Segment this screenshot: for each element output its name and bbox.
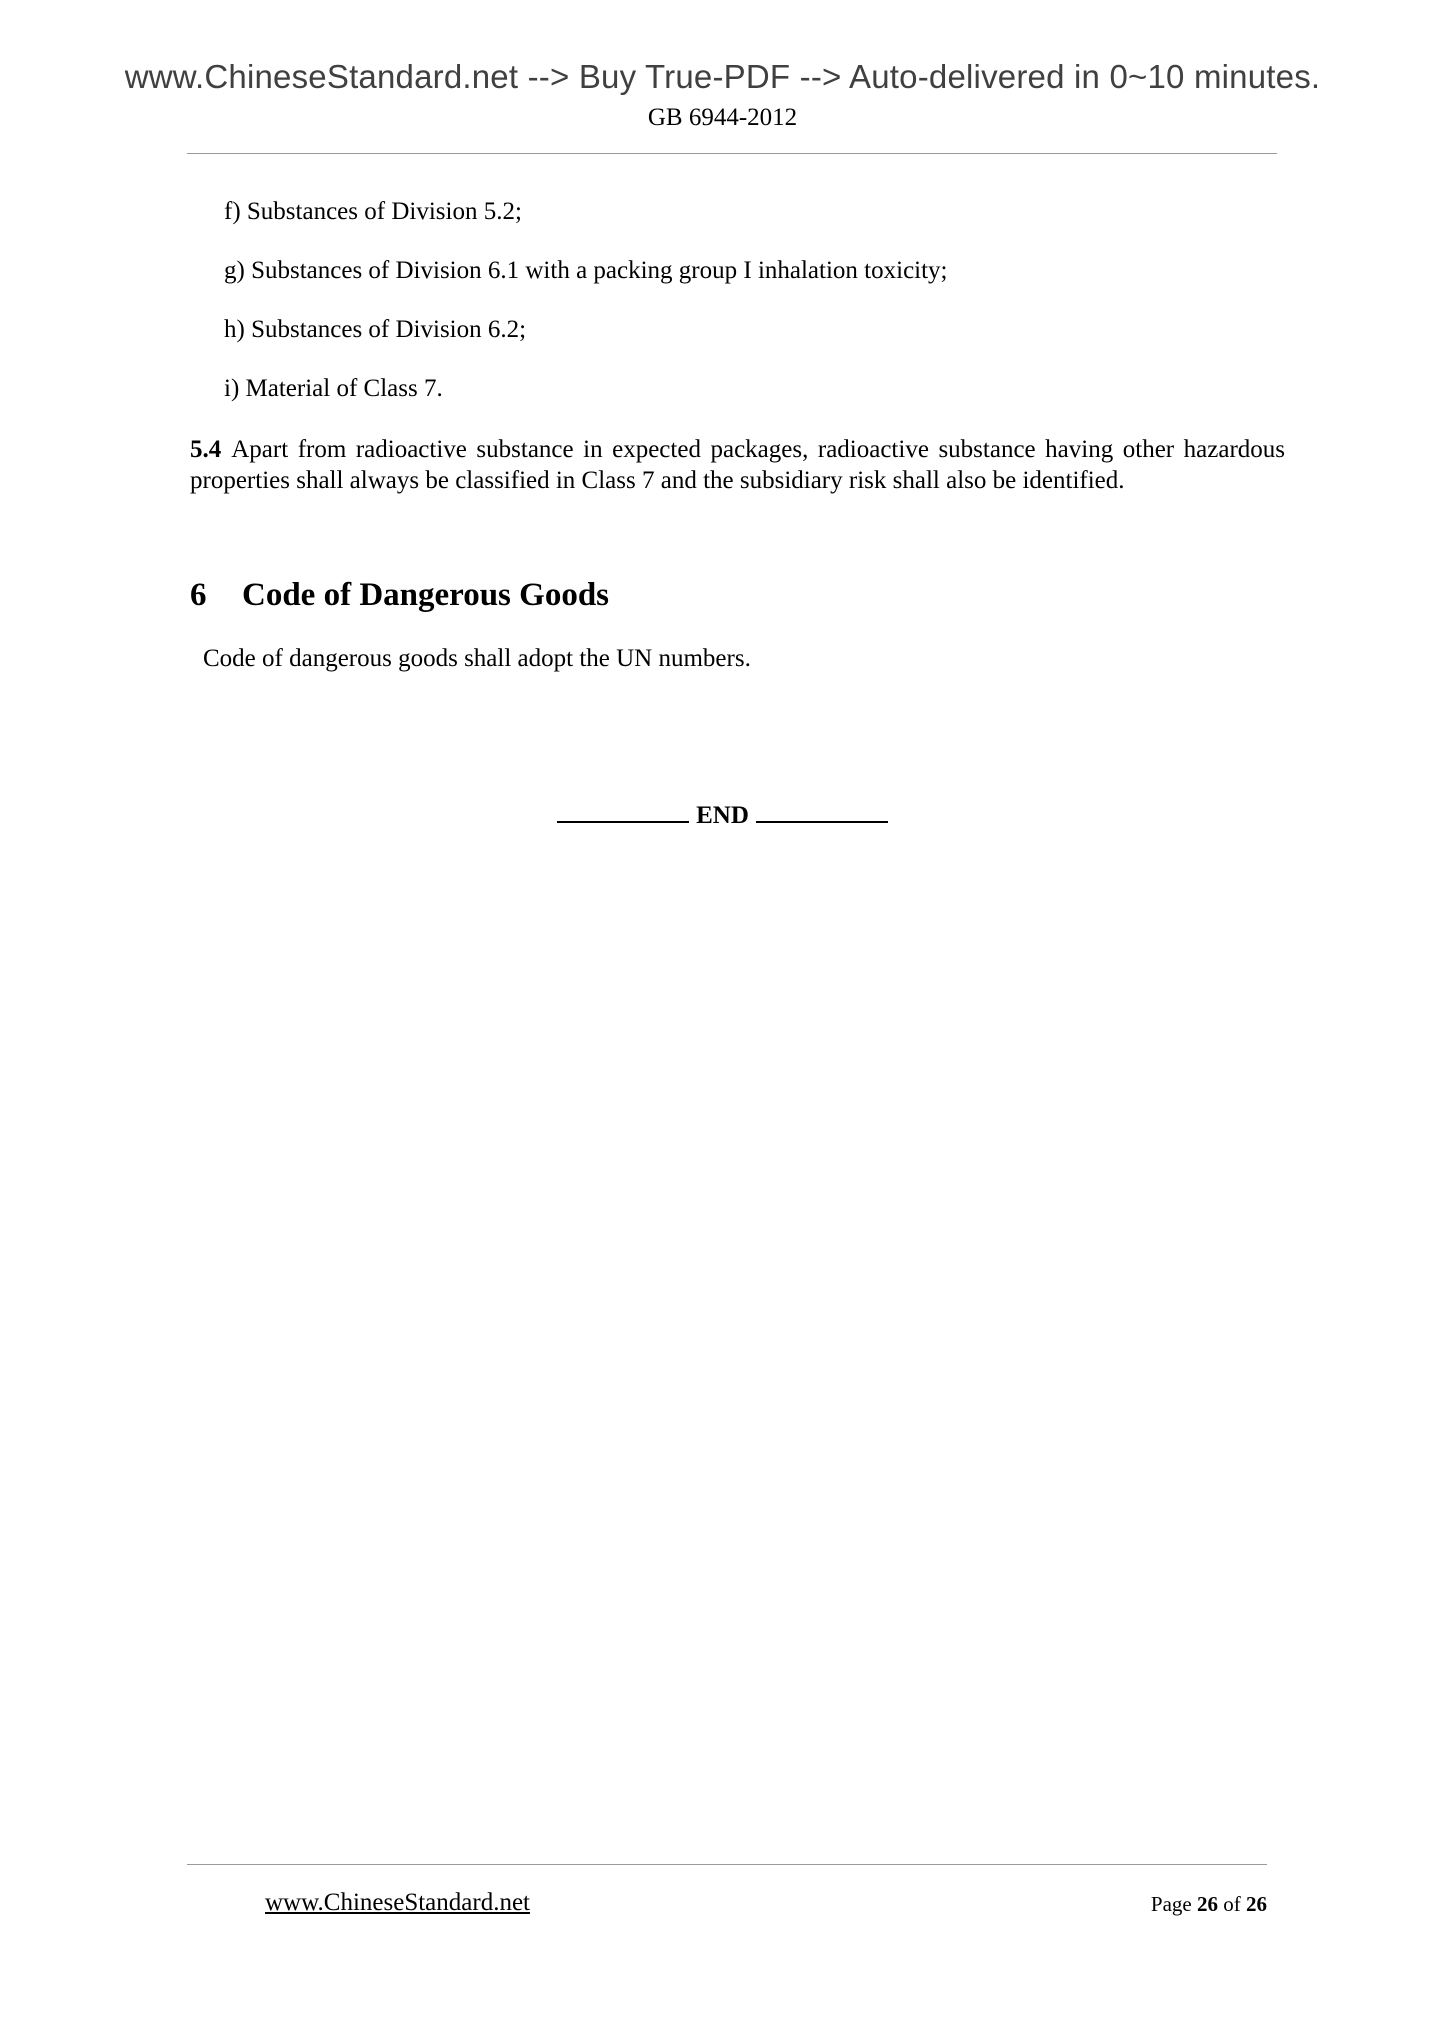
standard-code: GB 6944-2012	[647, 104, 798, 131]
section-heading	[190, 577, 609, 614]
page-number: Page 26 of 26	[1150, 1892, 1267, 1916]
footer-link[interactable]: www.ChineseStandard.net	[265, 1889, 530, 1916]
list-item-g: g) Substances of Division 6.1 with a packing group I inhalation toxicity;	[224, 257, 948, 284]
header-divider	[187, 153, 1277, 154]
clause-number: 5.4	[190, 436, 222, 463]
site-banner: www.ChineseStandard.net --> Buy True-PDF --> Auto-delivered in 0~10 minutes.	[124, 58, 1321, 95]
section-number: 6	[190, 577, 207, 613]
section-body: Code of dangerous goods shall adopt the UN numbers.	[203, 645, 751, 672]
clause-5-4	[190, 434, 1285, 496]
end-rule-right	[756, 797, 888, 823]
footer-divider	[187, 1864, 1267, 1865]
section-title: Code of Dangerous Goods	[242, 577, 610, 613]
list-item-h: h) Substances of Division 6.2;	[224, 316, 527, 343]
list-item-i: i) Material of Class 7.	[224, 375, 443, 402]
list-item-f: f) Substances of Division 5.2;	[224, 198, 522, 225]
end-text: END	[696, 802, 749, 829]
end-rule-left	[557, 797, 689, 823]
end-marker	[0, 797, 1445, 830]
clause-text: Apart from radioactive substance in expected packages, radioactive substance having other hazardous properties shall always be classified in Class 7 and the subsidiary risk shall also be identified.	[190, 436, 1285, 494]
